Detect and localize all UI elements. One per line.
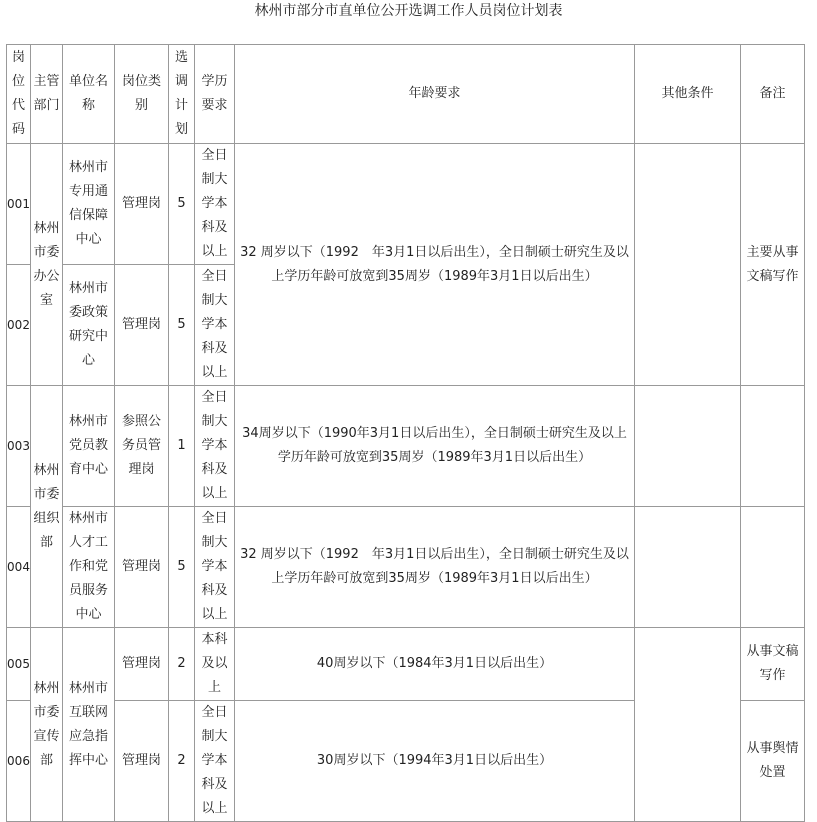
other-cell: [635, 144, 741, 386]
unit-cell: 林州市党员教育中心: [63, 386, 115, 507]
age-cell: 40周岁以下（1984年3月1日以后出生）: [235, 628, 635, 701]
dept-cell: 林州市委组织部: [31, 386, 63, 628]
category-cell: 管理岗: [115, 265, 169, 386]
plan-cell: 1: [169, 386, 195, 507]
edu-cell: 全日制大学本科及以上: [195, 386, 235, 507]
age-cell: 32 周岁以下（1992 年3月1日以后出生），全日制硕士研究生及以上学历年龄可放宽到35周岁（1989年3月1日以后出生）: [235, 144, 635, 386]
remark-cell: 从事舆情处置: [741, 701, 805, 822]
edu-cell: 本科及以上: [195, 628, 235, 701]
page-title: 林州市部分市直单位公开选调工作人员岗位计划表: [254, 3, 563, 19]
table-row: [7, 144, 805, 265]
remark-cell: [741, 386, 805, 507]
table-header-row: [7, 45, 805, 144]
edu-cell: 全日制大学本科及以上: [195, 701, 235, 822]
unit-cell: 林州市人才工作和党员服务中心: [63, 507, 115, 628]
other-cell: [635, 386, 741, 507]
header-category: 岗位类别: [115, 45, 169, 144]
category-cell: 管理岗: [115, 701, 169, 822]
table-row: [7, 386, 805, 507]
unit-cell: 林州市委政策研究中心: [63, 265, 115, 386]
header-age: 年龄要求: [235, 45, 635, 144]
remark-cell: [741, 507, 805, 628]
plan-cell: 5: [169, 265, 195, 386]
header-edu: 学历要求: [195, 45, 235, 144]
position-table: [6, 44, 805, 822]
category-cell: 管理岗: [115, 144, 169, 265]
row-code: 002: [7, 265, 31, 386]
header-unit: 单位名称: [63, 45, 115, 144]
age-cell: 30周岁以下（1994年3月1日以后出生）: [235, 701, 635, 822]
header-other: 其他条件: [635, 45, 741, 144]
row-code: 004: [7, 507, 31, 628]
row-code: 005: [7, 628, 31, 701]
header-plan: 选调计划: [169, 45, 195, 144]
plan-cell: 5: [169, 507, 195, 628]
category-cell: 管理岗: [115, 628, 169, 701]
age-cell: 34周岁以下（1990年3月1日以后出生），全日制硕士研究生及以上学历年龄可放宽到35周岁（1989年3月1日以后出生）: [235, 386, 635, 507]
plan-cell: 2: [169, 628, 195, 701]
dept-cell: 林州市委办公室: [31, 144, 63, 386]
plan-cell: 2: [169, 701, 195, 822]
plan-cell: 5: [169, 144, 195, 265]
edu-cell: 全日制大学本科及以上: [195, 265, 235, 386]
category-cell: 管理岗: [115, 507, 169, 628]
edu-cell: 全日制大学本科及以上: [195, 507, 235, 628]
remark-cell: 从事文稿写作: [741, 628, 805, 701]
age-cell: 32 周岁以下（1992 年3月1日以后出生），全日制硕士研究生及以上学历年龄可放宽到35周岁（1989年3月1日以后出生）: [235, 507, 635, 628]
unit-cell: 林州市专用通信保障中心: [63, 144, 115, 265]
header-dept: 主管部门: [31, 45, 63, 144]
category-cell: 参照公务员管理岗: [115, 386, 169, 507]
row-code: 006: [7, 701, 31, 822]
table-row: [7, 628, 805, 701]
header-code: 岗位代码: [7, 45, 31, 144]
other-cell: [635, 507, 741, 628]
unit-cell: 林州市互联网应急指挥中心: [63, 628, 115, 822]
other-cell: [635, 628, 741, 822]
row-code: 001: [7, 144, 31, 265]
dept-cell: 林州市委宣传部: [31, 628, 63, 822]
edu-cell: 全日制大学本科及以上: [195, 144, 235, 265]
table-row: [7, 507, 805, 628]
remark-cell: 主要从事文稿写作: [741, 144, 805, 386]
header-remark: 备注: [741, 45, 805, 144]
row-code: 003: [7, 386, 31, 507]
